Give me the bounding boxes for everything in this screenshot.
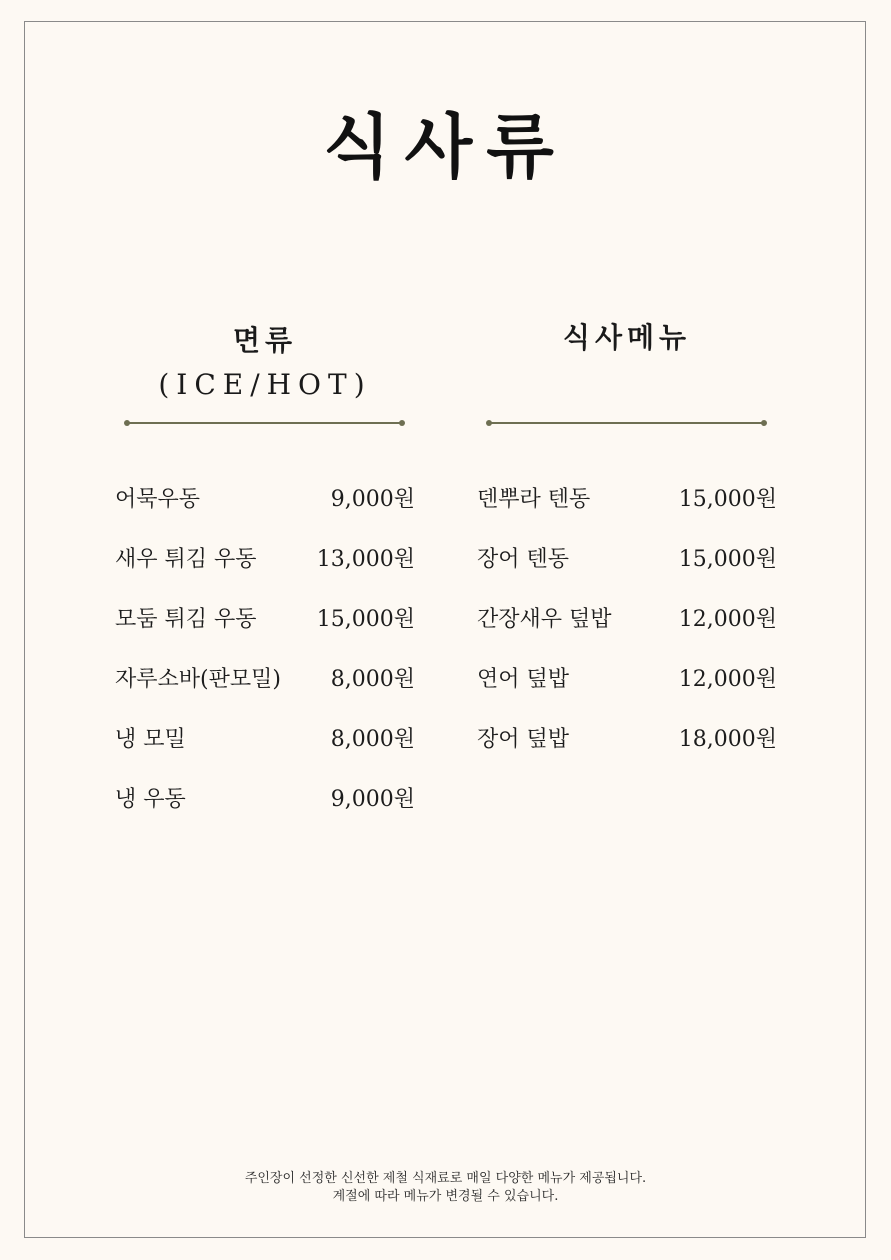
menu-item [477, 650, 777, 710]
noodles-section-heading [115, 321, 415, 405]
menu-item-name: 간장새우 덮밥 [477, 607, 612, 632]
menu-item-price: 12,000원 [678, 607, 777, 632]
meals-menu-list [477, 470, 777, 770]
menu-item-price: 13,000원 [316, 547, 415, 572]
menu-item [477, 530, 777, 590]
menu-item-price: 12,000원 [678, 667, 777, 692]
menu-item-price: 9,000원 [330, 787, 415, 812]
menu-item-price: 15,000원 [316, 607, 415, 632]
menu-item-name: 장어 텐동 [477, 547, 570, 572]
menu-item-name: 냉 우동 [115, 787, 186, 812]
page-title: 식사류 [323, 105, 568, 188]
menu-item [477, 710, 777, 770]
menu-item [115, 470, 415, 530]
meals-divider [489, 422, 764, 424]
menu-item-price: 9,000원 [330, 487, 415, 512]
menu-item [477, 590, 777, 650]
noodles-divider [127, 422, 402, 424]
menu-item-name: 모둠 튀김 우동 [115, 607, 257, 632]
menu-item [115, 770, 415, 830]
noodles-menu-list [115, 470, 415, 830]
menu-item-price: 15,000원 [678, 487, 777, 512]
menu-item-price: 8,000원 [330, 727, 415, 752]
menu-item-name: 새우 튀김 우동 [115, 547, 257, 572]
menu-item [477, 470, 777, 530]
menu-item-name: 덴뿌라 텐동 [477, 487, 591, 512]
menu-item-name: 자루소바(판모밀) [115, 667, 281, 692]
menu-item-price: 8,000원 [330, 667, 415, 692]
noodles-subheading: (ICE/HOT) [158, 368, 372, 401]
menu-item-name: 장어 덮밥 [477, 727, 570, 752]
menu-item [115, 650, 415, 710]
footer-note [0, 1170, 891, 1206]
menu-item-name: 연어 덮밥 [477, 667, 570, 692]
menu-item [115, 530, 415, 590]
meals-heading: 식사메뉴 [562, 321, 692, 354]
footer-line-2: 계절에 따라 메뉴가 변경될 수 있습니다. [332, 1189, 559, 1204]
noodles-heading: 면류 [232, 324, 298, 357]
menu-item-name: 냉 모밀 [115, 727, 186, 752]
menu-item [115, 710, 415, 770]
menu-item [115, 590, 415, 650]
menu-item-name: 어묵우동 [115, 487, 201, 512]
menu-item-price: 15,000원 [678, 547, 777, 572]
meals-section-heading [477, 318, 777, 358]
footer-line-1: 주인장이 선정한 신선한 제철 식재료로 매일 다양한 메뉴가 제공됩니다. [244, 1171, 647, 1186]
menu-item-price: 18,000원 [678, 727, 777, 752]
